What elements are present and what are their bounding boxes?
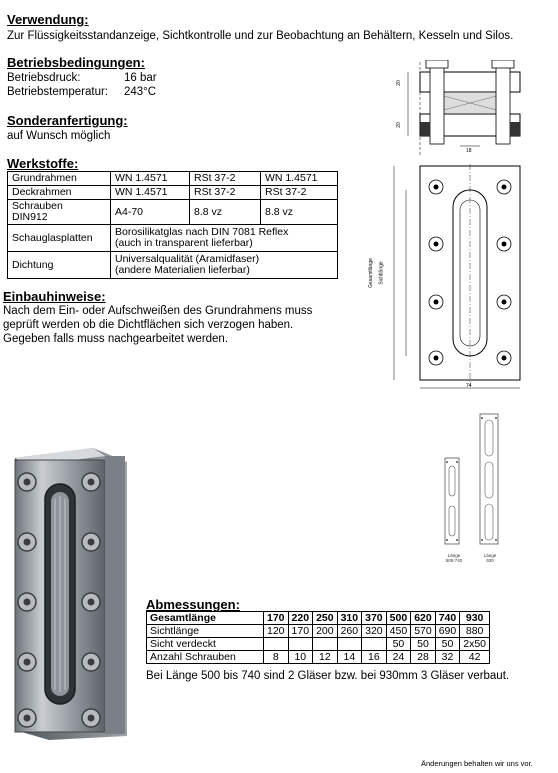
table-cell (337, 638, 362, 651)
variant-caption-1 (441, 553, 467, 563)
dim-label-20a: 20 (395, 80, 402, 86)
betriebstemperatur-value: 243°C (124, 86, 157, 98)
table-cell: 450 (386, 625, 411, 638)
header-cell: 620 (411, 612, 436, 625)
header-cell: 500 (386, 612, 411, 625)
header-cell: 370 (362, 612, 387, 625)
table-cell: 880 (460, 625, 490, 638)
table-row (147, 651, 490, 664)
table-cell: 50 (435, 638, 460, 651)
heading-abmessungen: Abmessungen: (146, 597, 240, 612)
verwendung-text: Zur Flüssigkeitsstandanzeige, Sichtkontrolle und zur Beobachtung an Behältern, Kesseln und Silos. (7, 30, 514, 42)
table-cell (313, 638, 338, 651)
table-cell: 320 (362, 625, 387, 638)
variant-drawings (440, 410, 510, 550)
header-cell: 930 (460, 612, 490, 625)
heading-betriebsbedingungen: Betriebsbedingungen: (7, 55, 145, 70)
header-cell: 740 (435, 612, 460, 625)
table-cell: 8 (264, 651, 289, 664)
heading-sonderanfertigung: Sonderanfertigung: (7, 113, 128, 128)
table-row (147, 625, 490, 638)
label-gesamtlaenge: Gesamtlänge (367, 258, 374, 288)
section-drawing (390, 60, 540, 160)
front-view-drawing (384, 162, 534, 392)
table-cell: 570 (411, 625, 436, 638)
cell-line: Schrauben (12, 200, 63, 212)
caption-line: Länge (483, 553, 497, 558)
table-row (8, 172, 338, 186)
table-cell: 24 (386, 651, 411, 664)
footer-note: Änderungen behalten wir uns vor. (421, 759, 533, 768)
table-cell (111, 225, 338, 252)
heading-verwendung: Verwendung: (7, 12, 89, 27)
table-cell: 50 (411, 638, 436, 651)
cell-line: DIN912 (12, 211, 48, 223)
betriebsdruck-value: 16 bar (124, 72, 157, 84)
header-cell: 170 (264, 612, 289, 625)
table-cell: 28 (411, 651, 436, 664)
header-cell: 250 (313, 612, 338, 625)
table-cell: RSt 37-2 (261, 186, 338, 200)
table-cell: 32 (435, 651, 460, 664)
einbauhinweise-line-3: Gegeben falls muss nachgearbeitet werden. (3, 333, 229, 345)
table-cell: RSt 37-2 (190, 186, 261, 200)
caption-line: Länge (447, 553, 461, 558)
table-cell (288, 638, 313, 651)
table-cell: RSt 37-2 (190, 172, 261, 186)
table-cell: 170 (288, 625, 313, 638)
row-label: Anzahl Schrauben (147, 651, 264, 664)
table-cell: A4-70 (111, 200, 190, 225)
betriebstemperatur-label: Betriebstemperatur: (7, 86, 108, 98)
table-header-row (147, 612, 490, 625)
header-cell: 220 (288, 612, 313, 625)
caption-line: 500-740 (445, 558, 463, 563)
table-cell: 8.8 vz (261, 200, 338, 225)
heading-werkstoffe: Werkstoffe: (7, 156, 79, 171)
einbauhinweise-line-1: Nach dem Ein- oder Aufschweißen des Grundrahmens muss (3, 305, 313, 317)
table-cell: 2x50 (460, 638, 490, 651)
row-label: Sichtlänge (147, 625, 264, 638)
table-cell (8, 200, 111, 225)
dim-label-18: 18 (466, 148, 472, 154)
betriebsdruck-label: Betriebsdruck: (7, 72, 81, 84)
werkstoffe-table (7, 171, 338, 279)
table-cell: Dichtung (8, 252, 111, 279)
cell-line: Borosilikatglas nach DIN 7081 Reflex (115, 226, 289, 238)
abmessungen-note: Bei Länge 500 bis 740 sind 2 Gläser bzw. bei 930mm 3 Gläser verbaut. (146, 670, 510, 682)
label-sichtlaenge: Sichtlänge (378, 261, 385, 285)
variant-caption-2 (477, 553, 503, 563)
sight-glass-photo (5, 440, 135, 740)
table-cell (264, 638, 289, 651)
cell-line: (auch in transparent lieferbar) (115, 237, 253, 249)
table-cell: 16 (362, 651, 387, 664)
table-cell: 12 (313, 651, 338, 664)
dim-label-20b: 20 (395, 122, 402, 128)
table-cell: Deckrahmen (8, 186, 111, 200)
table-cell: WN 1.4571 (111, 172, 190, 186)
table-cell: Schauglasplatten (8, 225, 111, 252)
table-cell: Grundrahmen (8, 172, 111, 186)
table-cell: 42 (460, 651, 490, 664)
table-cell: 50 (386, 638, 411, 651)
einbauhinweise-line-2: geprüft werden ob die Dichtflächen sich verzogen haben. (3, 319, 294, 331)
sonderanfertigung-text: auf Wunsch möglich (7, 130, 111, 142)
header-cell: 310 (337, 612, 362, 625)
table-cell: 8.8 vz (190, 200, 261, 225)
table-cell: WN 1.4571 (261, 172, 338, 186)
table-cell: 14 (337, 651, 362, 664)
caption-line: 930 (486, 558, 494, 563)
header-cell: Gesamtlänge (147, 612, 264, 625)
table-cell (362, 638, 387, 651)
table-cell: WN 1.4571 (111, 186, 190, 200)
table-row (8, 186, 338, 200)
table-row (8, 200, 338, 225)
table-row (8, 252, 338, 279)
row-label: Sicht verdeckt (147, 638, 264, 651)
table-cell: 200 (313, 625, 338, 638)
cell-line: Universalqualität (Aramidfaser) (115, 253, 260, 265)
table-cell: 690 (435, 625, 460, 638)
table-cell: 120 (264, 625, 289, 638)
table-cell: 10 (288, 651, 313, 664)
cell-line: (andere Materialien lieferbar) (115, 264, 250, 276)
table-row (147, 638, 490, 651)
table-cell (111, 252, 338, 279)
table-row (8, 225, 338, 252)
abmessungen-table (146, 611, 490, 664)
table-cell: 260 (337, 625, 362, 638)
dim-label-74: 74 (466, 383, 472, 389)
heading-einbauhinweise: Einbauhinweise: (3, 289, 106, 304)
